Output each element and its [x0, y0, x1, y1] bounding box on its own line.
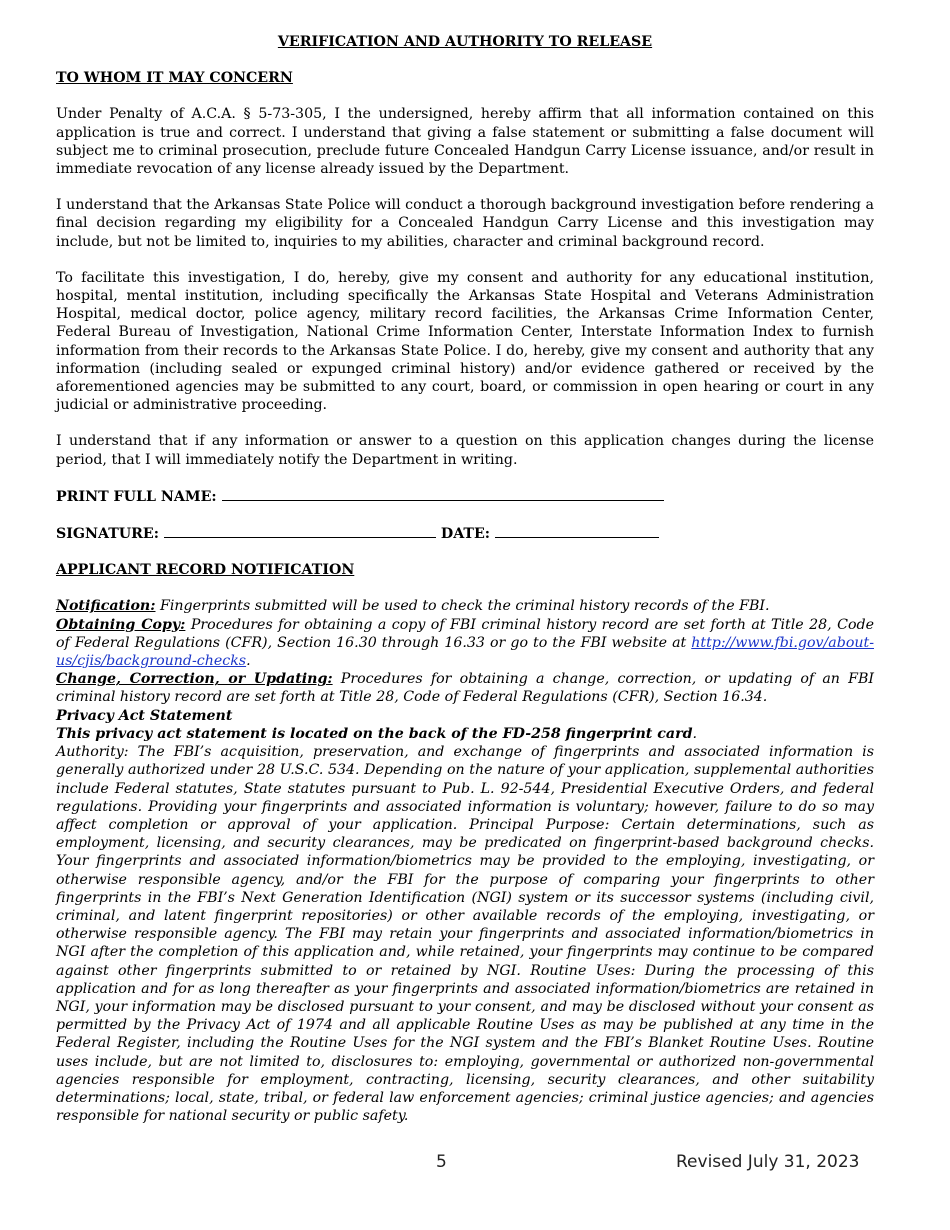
authority-statement: Authority: The FBI’s acquisition, preservation, and exchange of fingerprints and associated information is generally authorized under 28 U.S.C. 534. Depending on the nature of your application, supplemental authorities include Federal statutes, State statutes pursuant to Pub. L. 92-544, Presidential Executive Orders, and federal regulations. Providing your fingerprints and associated information is voluntary; however, failure to do so may affect completion or approval of your application. Principal Purpose: Certain determinations, such as employment, licensing, and security clearances, may be predicated on fingerprint-based background checks. Your fingerprints and associated information/biometrics may be provided to the employing, investigating, or otherwise responsible agency, and/or the FBI for the purpose of comparing your fingerprints to other fingerprints in the FBI’s Next Generation Identification (NGI) system or its successor systems (including civil, criminal, and latent fingerprint repositories) or other available records of the employing, investigating, or otherwise responsible agency. The FBI may retain your fingerprints and associated information/biometrics in NGI after the completion of this application and, while retained, your fingerprints may continue to be compared against other fingerprints submitted to or retained by NGI. Routine Uses: During the processing of this application and for as long thereafter as your fingerprints and associated information/biometrics are retained in NGI, your information may be disclosed pursuant to your consent, and may be disclosed without your consent as permitted by the Privacy Act of 1974 and all applicable Routine Uses as may be published at any time in the Federal Register, including the Routine Uses for the NGI system and the FBI’s Blanket Routine Uses. Routine uses include, but are not limited to, disclosures to: employing, governmental or authorized non-governmental agencies responsible for employment, contracting, licensing, security clearances, and other suitability determinations; local, state, tribal, or federal law enforcement agencies; criminal justice agencies; and agencies responsible for national security or public safety. [56, 744, 874, 1125]
revision-date: Revised July 31, 2023 [676, 1152, 860, 1172]
signature-row [56, 524, 874, 543]
notification-text: Fingerprints submitted will be used to check the criminal history records of the FBI. [155, 598, 770, 615]
document-page [56, 33, 874, 1125]
change-statement [56, 670, 874, 706]
obtaining-copy-label: Obtaining Copy: [56, 616, 186, 633]
change-text: Procedures for obtaining a change, correction, or updating of an FBI criminal history record are set forth at Title 28, Code of Federal Regulations (CFR), Section 16.34. [56, 671, 874, 706]
privacy-location-end: . [692, 725, 698, 742]
fbi-background-checks-link[interactable]: http://www.fbi.gov/about-us/cjis/background-checks [56, 634, 874, 670]
investigation-paragraph: I understand that the Arkansas State Police will conduct a thorough background investigation before rendering a final decision regarding my eligibility for a Concealed Handgun Carry License and this investigation may include, but not be limited to, inquiries to my abilities, character and criminal background record. [56, 197, 874, 250]
notification-statement [56, 597, 874, 615]
document-title: VERIFICATION AND AUTHORITY TO RELEASE [277, 34, 653, 50]
notification-label: Notification: [56, 598, 156, 615]
print-name-field[interactable] [222, 487, 664, 501]
privacy-act-heading: Privacy Act Statement [56, 707, 233, 724]
signature-field[interactable] [164, 524, 436, 538]
date-label: DATE: [440, 526, 491, 543]
obtaining-copy-end: . [246, 653, 251, 670]
page-number: 5 [436, 1152, 447, 1172]
affirmation-paragraph: Under Penalty of A.C.A. § 5-73-305, I the undersigned, hereby affirm that all information contained on this application is true and correct. I understand that giving a false statement or submitting a false document will subject me to criminal prosecution, preclude future Concealed Handgun Carry License issuance, and/or result in immediate revocation of any license already issued by the Department. [56, 106, 874, 178]
privacy-location-statement [56, 725, 874, 743]
notification-heading: APPLICANT RECORD NOTIFICATION [56, 562, 355, 579]
date-field[interactable] [495, 524, 659, 538]
consent-paragraph: To facilitate this investigation, I do, hereby, give my consent and authority for any educational institution, hospital, mental institution, including specifically the Arkansas State Hospital and Veterans Administration Hospital, medical doctor, police agency, military record facilities, the Arkansas Crime Information Center, Federal Bureau of Investigation, National Crime Information Center, Interstate Information Index to furnish information from their records to the Arkansas State Police. I do, hereby, give my consent and authority that any information (including sealed or expunged criminal history) and/or evidence gathered or received by the aforementioned agencies may be submitted to any court, board, or commission in open hearing or court in any judicial or administrative proceeding. [56, 269, 874, 414]
salutation: TO WHOM IT MAY CONCERN [56, 70, 293, 87]
print-name-row [56, 487, 874, 506]
obtaining-copy-text: Procedures for obtaining a copy of FBI criminal history record are set forth at Title 28, Code of Federal Regulations (CFR), Section 16.30 through 16.33 or go to the FBI website at [56, 616, 874, 651]
change-label: Change, Correction, or Updating: [56, 671, 333, 688]
print-name-label: PRINT FULL NAME: [56, 488, 217, 505]
signature-label: SIGNATURE: [56, 526, 159, 543]
privacy-location-text: This privacy act statement is located on the back of the FD-258 fingerprint card [56, 725, 693, 742]
notify-paragraph: I understand that if any information or answer to a question on this application changes during the license period, that I will immediately notify the Department in writing. [56, 433, 874, 468]
page-footer [0, 1152, 950, 1176]
obtaining-copy-statement [56, 616, 874, 671]
